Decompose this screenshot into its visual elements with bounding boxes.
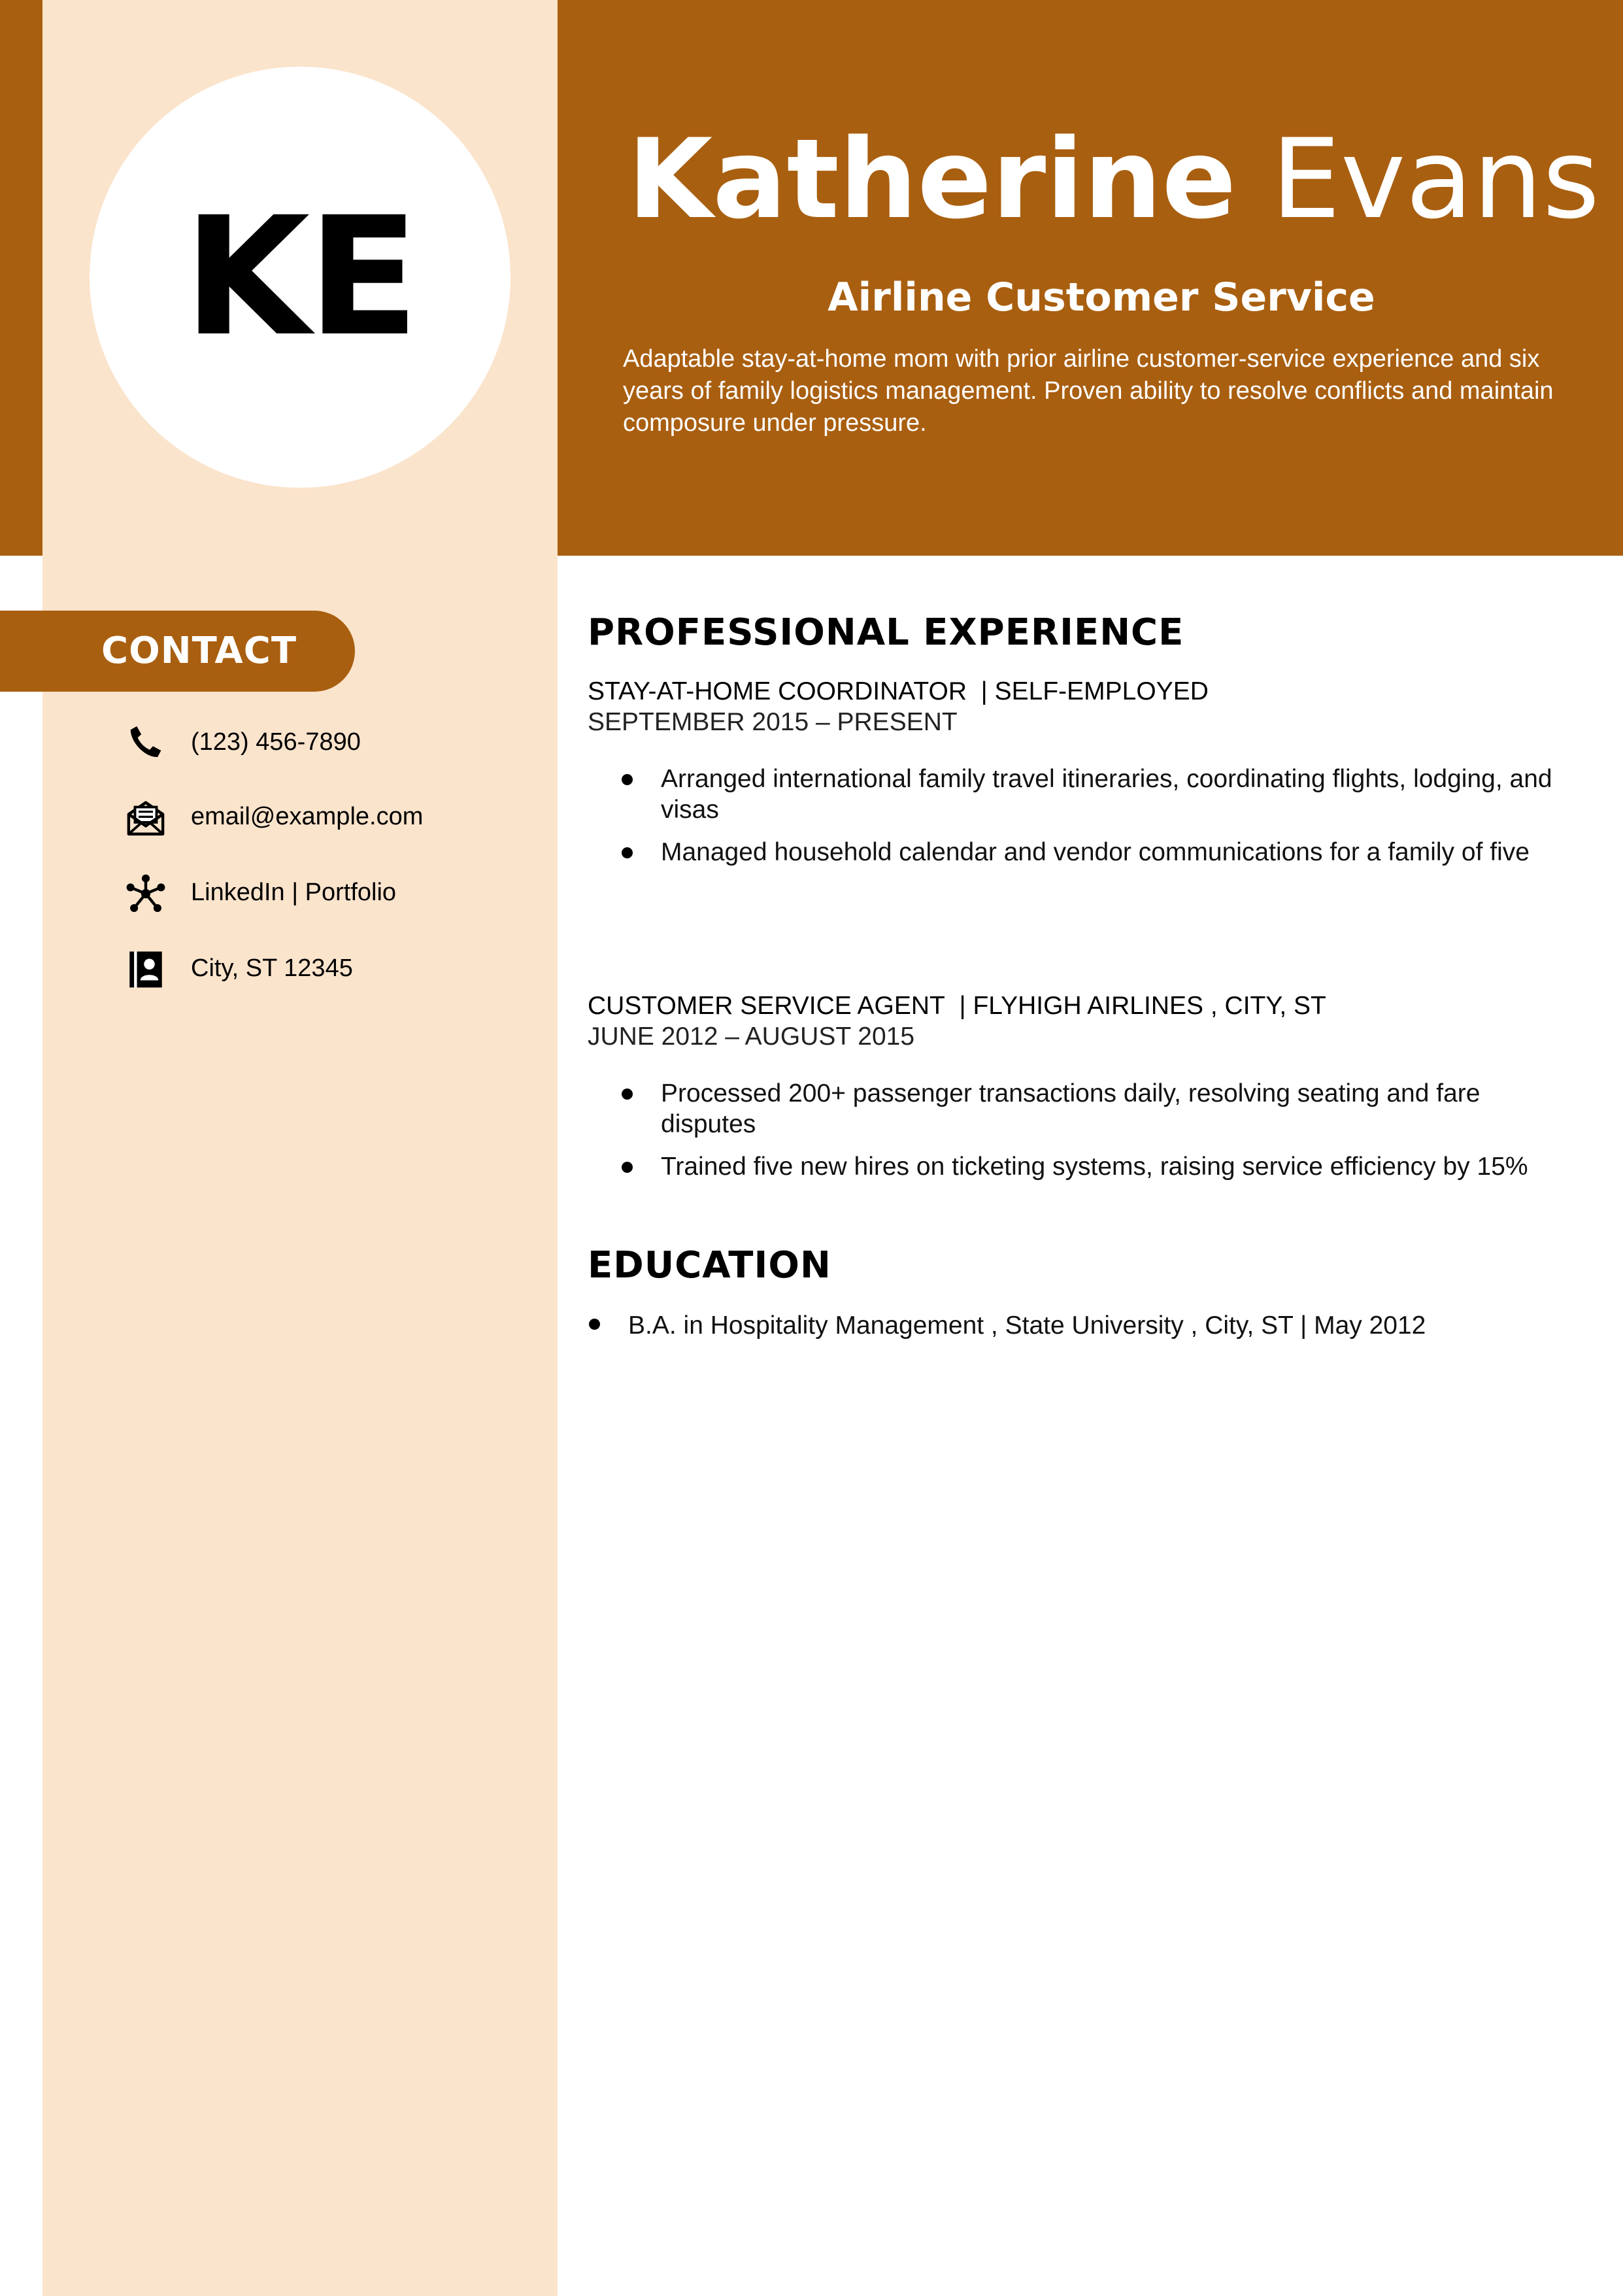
education-heading: EDUCATION bbox=[588, 1244, 831, 1287]
job-employer: FLYHIGH AIRLINES , CITY, ST bbox=[973, 992, 1326, 1020]
candidate-name bbox=[627, 115, 1600, 243]
accent-edge-strip bbox=[0, 0, 42, 556]
job-title-line: STAY-AT-HOME COORDINATOR | SELF-EMPLOYED bbox=[588, 677, 1209, 705]
address-book-icon bbox=[124, 948, 167, 991]
job-bullet: Processed 200+ passenger transactions daily, resolving seating and fare disputes bbox=[661, 1079, 1481, 1138]
contact-email-text: email@example.com bbox=[191, 803, 424, 830]
job-title: CUSTOMER SERVICE AGENT bbox=[588, 992, 945, 1020]
contact-item-phone bbox=[124, 722, 516, 768]
job-bullet: Trained five new hires on ticketing systems, raising service efficiency by 15% bbox=[661, 1153, 1528, 1181]
job-title: STAY-AT-HOME COORDINATOR bbox=[588, 677, 967, 705]
job-bullet: Arranged international family travel itineraries, coordinating flights, lodging, and visas bbox=[661, 765, 1552, 824]
contact-item-links bbox=[124, 872, 516, 918]
contact-heading: CONTACT bbox=[101, 630, 297, 672]
contact-phone-text: (123) 456-7890 bbox=[191, 728, 361, 756]
contact-item-address bbox=[124, 948, 516, 994]
contact-links-text: LinkedIn | Portfolio bbox=[191, 879, 397, 906]
email-icon bbox=[124, 796, 167, 839]
experience-heading: PROFESSIONAL EXPERIENCE bbox=[588, 611, 1184, 654]
job-dates: SEPTEMBER 2015 – PRESENT bbox=[588, 708, 958, 736]
contact-item-email bbox=[124, 796, 516, 842]
first-name: Katherine bbox=[627, 115, 1237, 243]
monogram-initials: KE bbox=[183, 182, 417, 372]
job-employer: SELF-EMPLOYED bbox=[994, 677, 1209, 705]
job-role-title: Airline Customer Service bbox=[828, 275, 1375, 320]
last-name: Evans bbox=[1271, 115, 1600, 243]
profile-summary: Adaptable stay-at-home mom with prior airline customer-service experience and six years of family logistics management. Proven ability to resolve conflicts and maintain composure under pressure. bbox=[623, 345, 1554, 437]
bullet-dot bbox=[622, 847, 633, 858]
phone-icon bbox=[124, 722, 167, 765]
monogram-circle bbox=[90, 67, 510, 488]
contact-heading-pill bbox=[0, 611, 355, 692]
bullet-dot bbox=[622, 1089, 633, 1100]
job-dates: JUNE 2012 – AUGUST 2015 bbox=[588, 1022, 915, 1051]
job-title-line: CUSTOMER SERVICE AGENT | FLYHIGH AIRLINES , CITY, ST bbox=[588, 992, 1326, 1020]
network-icon bbox=[124, 872, 167, 915]
contact-address-text: City, ST 12345 bbox=[191, 954, 353, 982]
bullet-dot bbox=[622, 774, 633, 785]
job-bullet: Managed household calendar and vendor communications for a family of five bbox=[661, 838, 1530, 866]
bullet-dot bbox=[589, 1319, 600, 1330]
education-item: B.A. in Hospitality Management , State University , City, ST | May 2012 bbox=[628, 1311, 1426, 1340]
bullet-dot bbox=[622, 1162, 633, 1173]
